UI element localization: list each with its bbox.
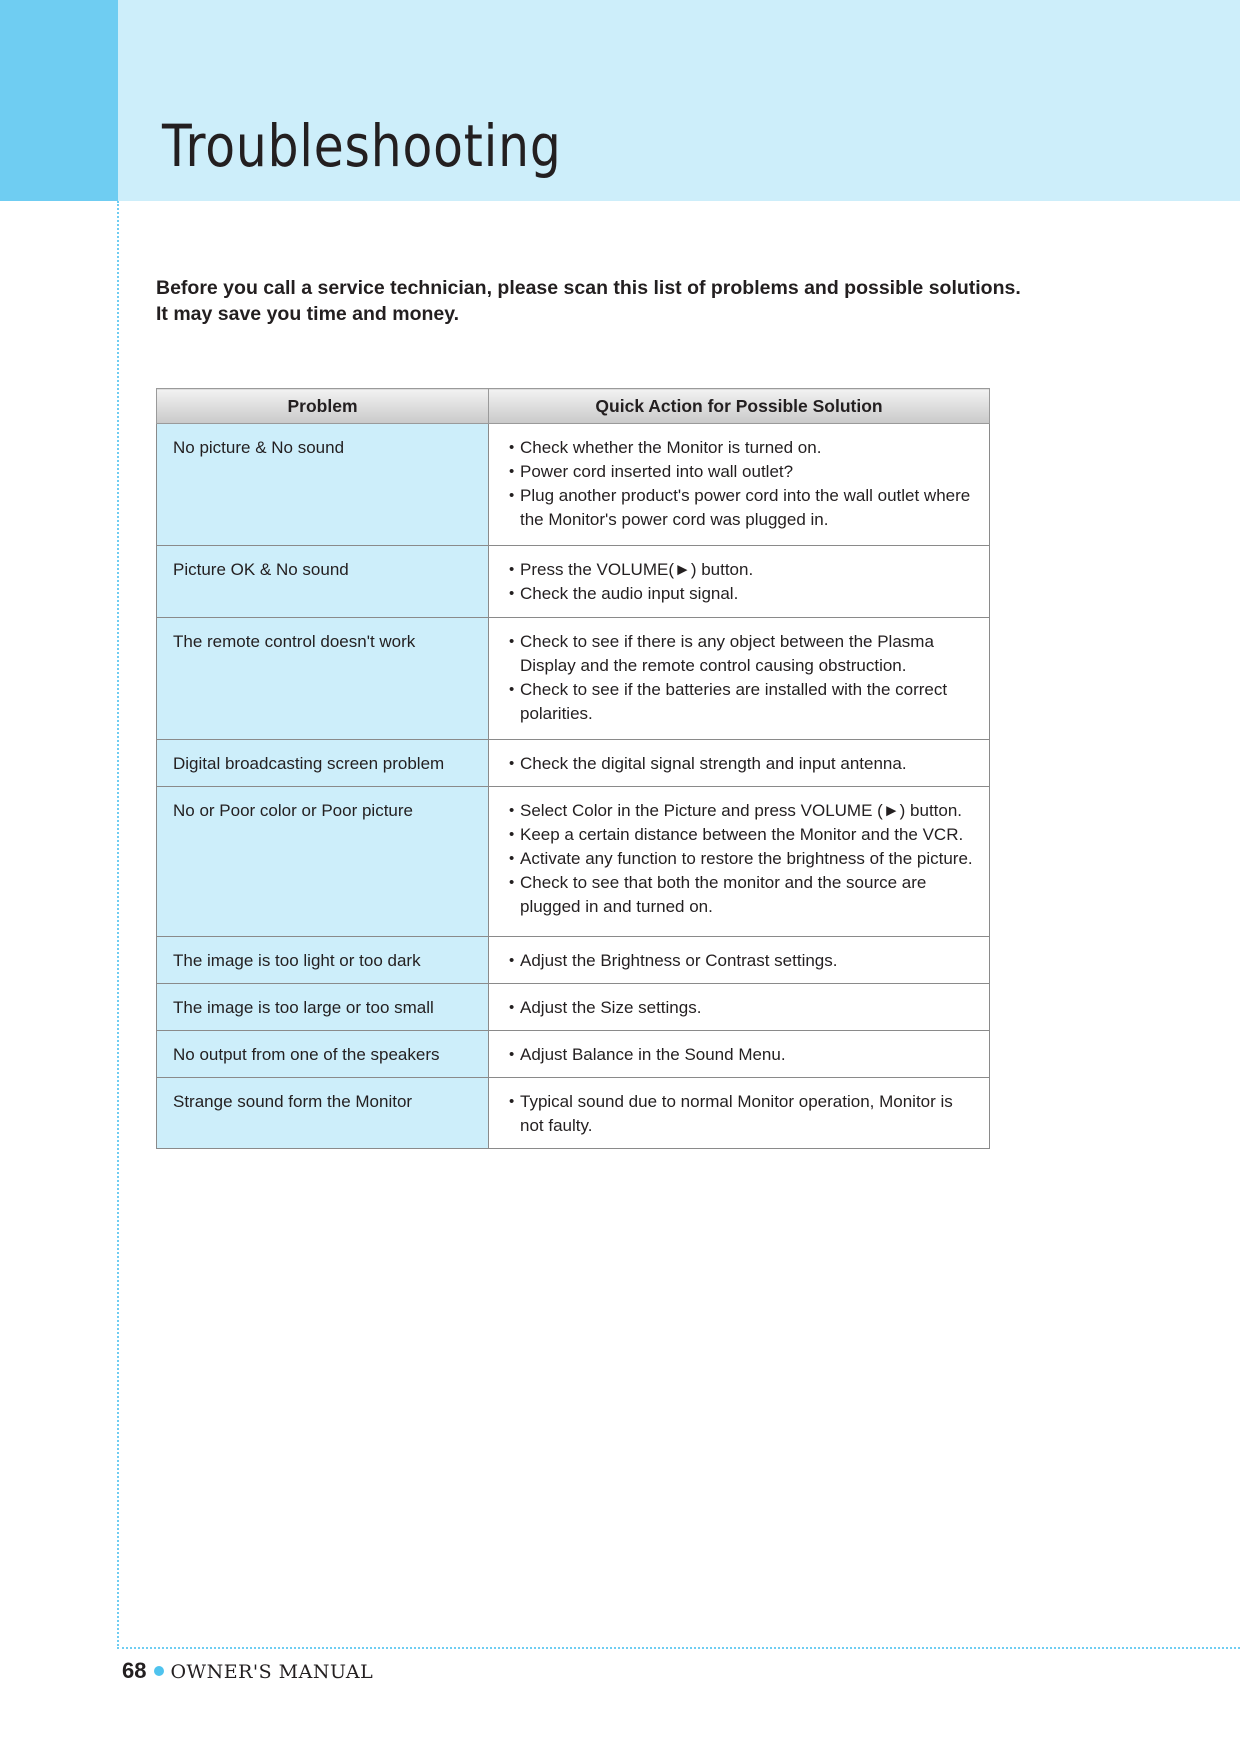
solution-cell	[489, 618, 990, 740]
solution-item: • Check to see if there is any object between the Plasma Display and the remote control causing obstruction.	[509, 630, 981, 678]
solution-item: • Adjust Balance in the Sound Menu.	[509, 1043, 981, 1067]
table-row	[157, 1031, 990, 1078]
solution-item: • Activate any function to restore the brightness of the picture.	[509, 847, 981, 871]
table-header-row	[157, 389, 990, 424]
table-row	[157, 787, 990, 937]
margin-dotted-line	[117, 201, 119, 1649]
solution-cell	[489, 740, 990, 787]
bullet-dot-icon	[154, 1666, 164, 1676]
solution-item: • Check to see that both the monitor and the source are plugged in and turned on.	[509, 871, 981, 919]
solution-cell	[489, 937, 990, 984]
problem-cell: Picture OK & No sound	[157, 546, 489, 618]
problem-cell: Digital broadcasting screen problem	[157, 740, 489, 787]
solution-item: • Adjust the Size settings.	[509, 996, 981, 1020]
footer-dotted-line	[117, 1647, 1240, 1649]
solution-item: • Press the VOLUME(►) button.	[509, 558, 981, 582]
table-row	[157, 546, 990, 618]
intro-text	[156, 275, 1021, 327]
problem-cell: The image is too light or too dark	[157, 937, 489, 984]
solution-item: • Power cord inserted into wall outlet?	[509, 460, 981, 484]
header-tab	[0, 0, 118, 201]
solution-cell	[489, 424, 990, 546]
intro-line-1: Before you call a service technician, please scan this list of problems and possible solutions.	[156, 277, 1021, 299]
page-footer	[122, 1658, 373, 1684]
solution-cell	[489, 1078, 990, 1149]
table-row	[157, 937, 990, 984]
solution-item: • Typical sound due to normal Monitor operation, Monitor is not faulty.	[509, 1090, 981, 1138]
solution-column-header: Quick Action for Possible Solution	[489, 389, 990, 424]
page-number: 68	[122, 1658, 147, 1683]
solution-item: • Select Color in the Picture and press VOLUME (►) button.	[509, 799, 981, 823]
table-row	[157, 424, 990, 546]
solution-cell	[489, 984, 990, 1031]
solution-item: • Check whether the Monitor is turned on.	[509, 436, 981, 460]
problem-cell: No or Poor color or Poor picture	[157, 787, 489, 937]
solution-cell	[489, 787, 990, 937]
problem-cell: The remote control doesn't work	[157, 618, 489, 740]
intro-line-2: It may save you time and money.	[156, 303, 460, 325]
problem-cell: No picture & No sound	[157, 424, 489, 546]
troubleshooting-table	[156, 388, 990, 1149]
solution-item: • Check to see if the batteries are installed with the correct polarities.	[509, 678, 981, 726]
table-row	[157, 1078, 990, 1149]
table-row	[157, 740, 990, 787]
solution-item: • Keep a certain distance between the Monitor and the VCR.	[509, 823, 981, 847]
problem-cell: Strange sound form the Monitor	[157, 1078, 489, 1149]
problem-cell: The image is too large or too small	[157, 984, 489, 1031]
solution-item: • Check the digital signal strength and input antenna.	[509, 752, 981, 776]
problem-cell: No output from one of the speakers	[157, 1031, 489, 1078]
table-row	[157, 618, 990, 740]
solution-cell	[489, 1031, 990, 1078]
manual-label: OWNER'S MANUAL	[170, 1661, 374, 1683]
solution-item: • Plug another product's power cord into the wall outlet where the Monitor's power cord was plugged in.	[509, 484, 981, 532]
solution-item: • Adjust the Brightness or Contrast settings.	[509, 949, 981, 973]
page-title: Troubleshooting	[162, 112, 562, 180]
table-row	[157, 984, 990, 1031]
solution-cell	[489, 546, 990, 618]
problem-column-header: Problem	[157, 389, 489, 424]
solution-item: • Check the audio input signal.	[509, 582, 981, 606]
